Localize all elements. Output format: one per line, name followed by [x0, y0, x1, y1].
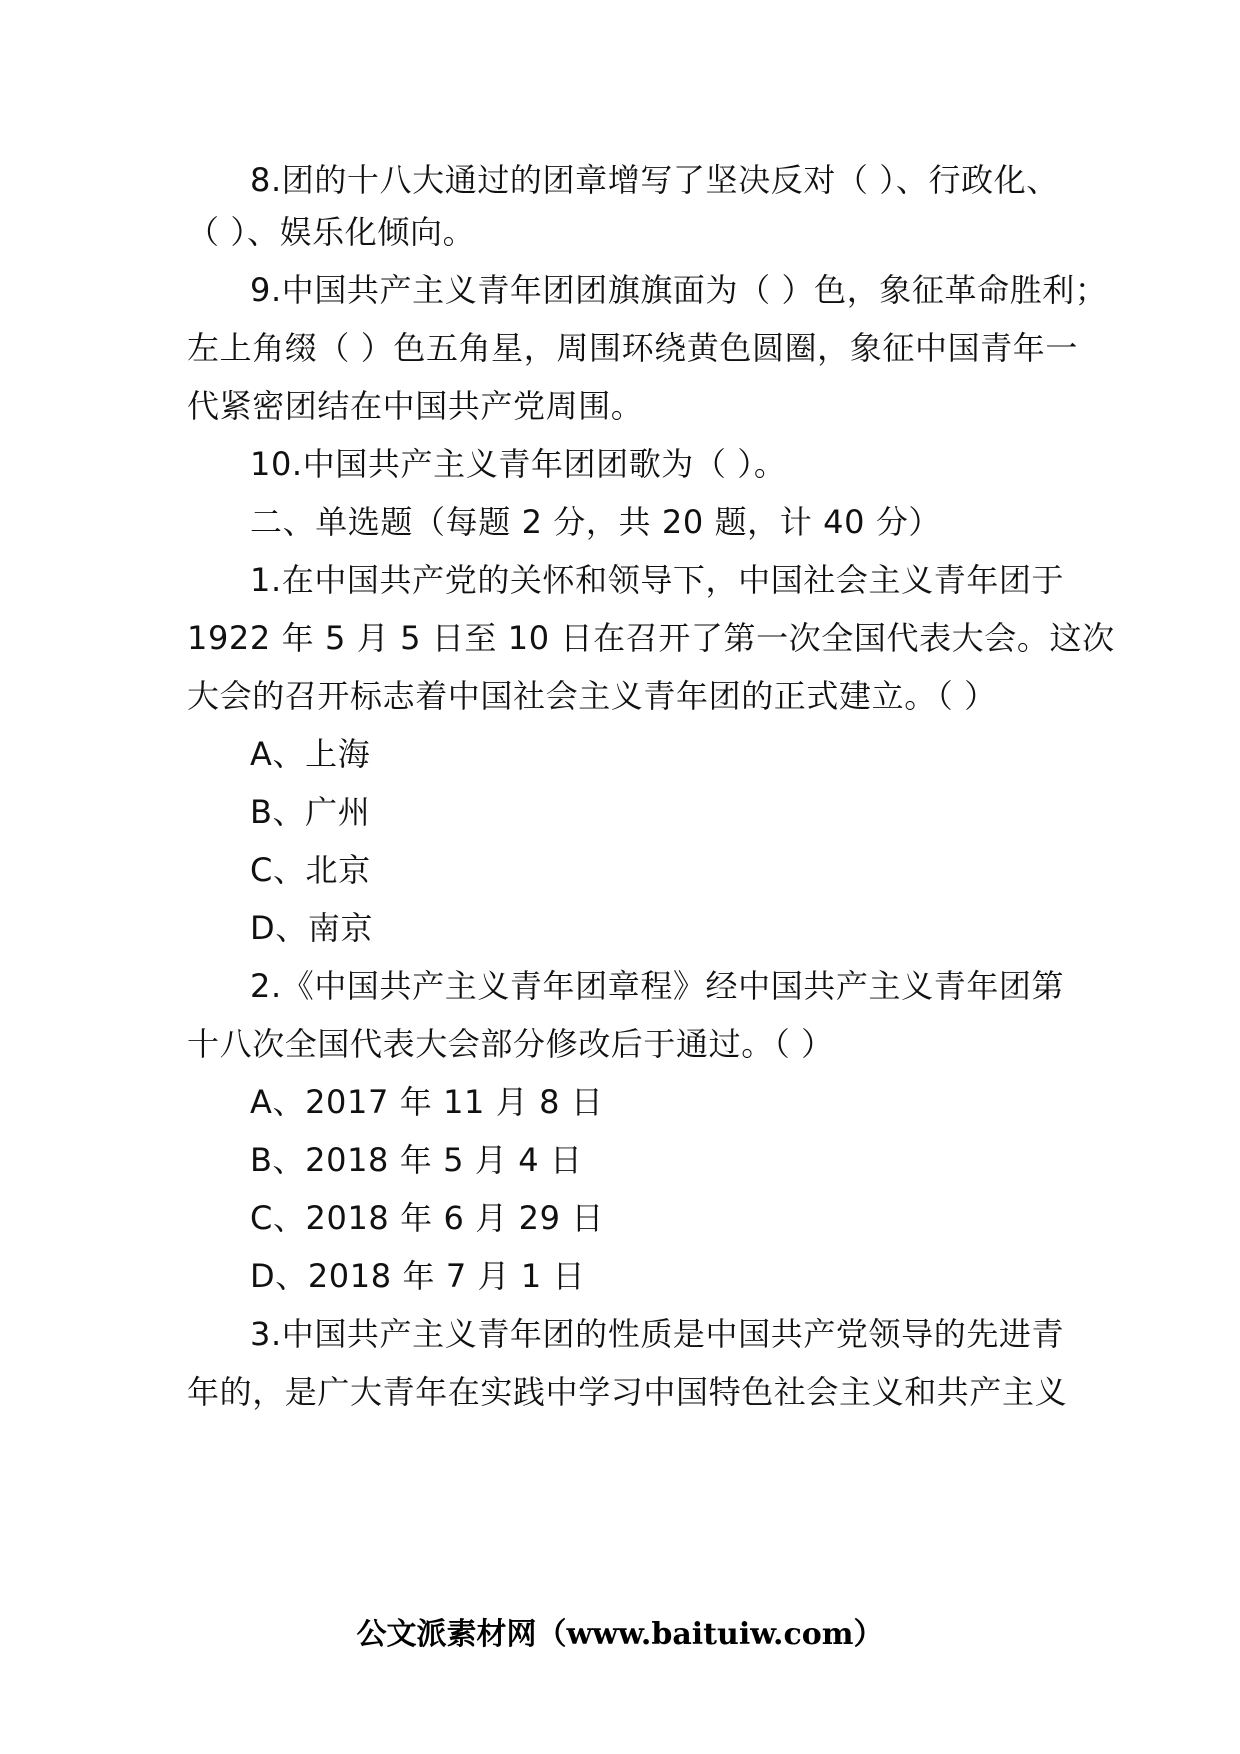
text-line-q8-part1: 8.团的十八大通过的团章增写了坚决反对（ ）、行政化、: [250, 161, 1059, 199]
option-line: C、2018 年 6 月 29 日: [250, 1199, 604, 1237]
option-line: A、2017 年 11 月 8 日: [250, 1083, 604, 1121]
text-line-mc1-part1: 1.在中国共产党的关怀和领导下，中国社会主义青年团于: [250, 561, 1065, 599]
option-line: D、2018 年 7 月 1 日: [250, 1257, 586, 1295]
text-line-q9-part2: 左上角缀（ ）色五角星，周围环绕黄色圆圈，象征中国青年一: [187, 329, 1078, 367]
option-line: D、南京: [250, 909, 374, 947]
text-line-mc1-part2: 1922 年 5 月 5 日至 10 日在召开了第一次全国代表大会。这次: [187, 619, 1115, 657]
option-line: B、广州: [250, 793, 371, 831]
section-heading: 二、单选题（每题 2 分，共 20 题，计 40 分）: [250, 503, 942, 541]
text-line-q10: 10.中国共产主义青年团团歌为（ ）。: [250, 445, 787, 483]
option-line: A、上海: [250, 735, 371, 773]
text-line-q8-part2: （ ）、娱乐化倾向。: [187, 213, 476, 251]
option-line: B、2018 年 5 月 4 日: [250, 1141, 583, 1179]
page-footer-source: 公文派素材网（www.baituiw.com）: [356, 1617, 884, 1652]
text-line-mc2-part1: 2.《中国共产主义青年团章程》经中国共产主义青年团第: [250, 967, 1065, 1005]
text-line-mc3-part2: 年的，是广大青年在实践中学习中国特色社会主义和共产主义: [187, 1373, 1068, 1411]
text-line-q9-part1: 9.中国共产主义青年团团旗旗面为（ ）色，象征革命胜利；: [250, 271, 1108, 309]
option-line: C、北京: [250, 851, 371, 889]
text-line-mc1-part3: 大会的召开标志着中国社会主义青年团的正式建立。（ ）: [187, 677, 997, 715]
text-line-mc2-part2: 十八次全国代表大会部分修改后于通过。（ ）: [187, 1025, 834, 1063]
text-line-q9-part3: 代紧密团结在中国共产党周围。: [187, 387, 644, 425]
text-line-mc3-part1: 3.中国共产主义青年团的性质是中国共产党领导的先进青: [250, 1315, 1065, 1353]
